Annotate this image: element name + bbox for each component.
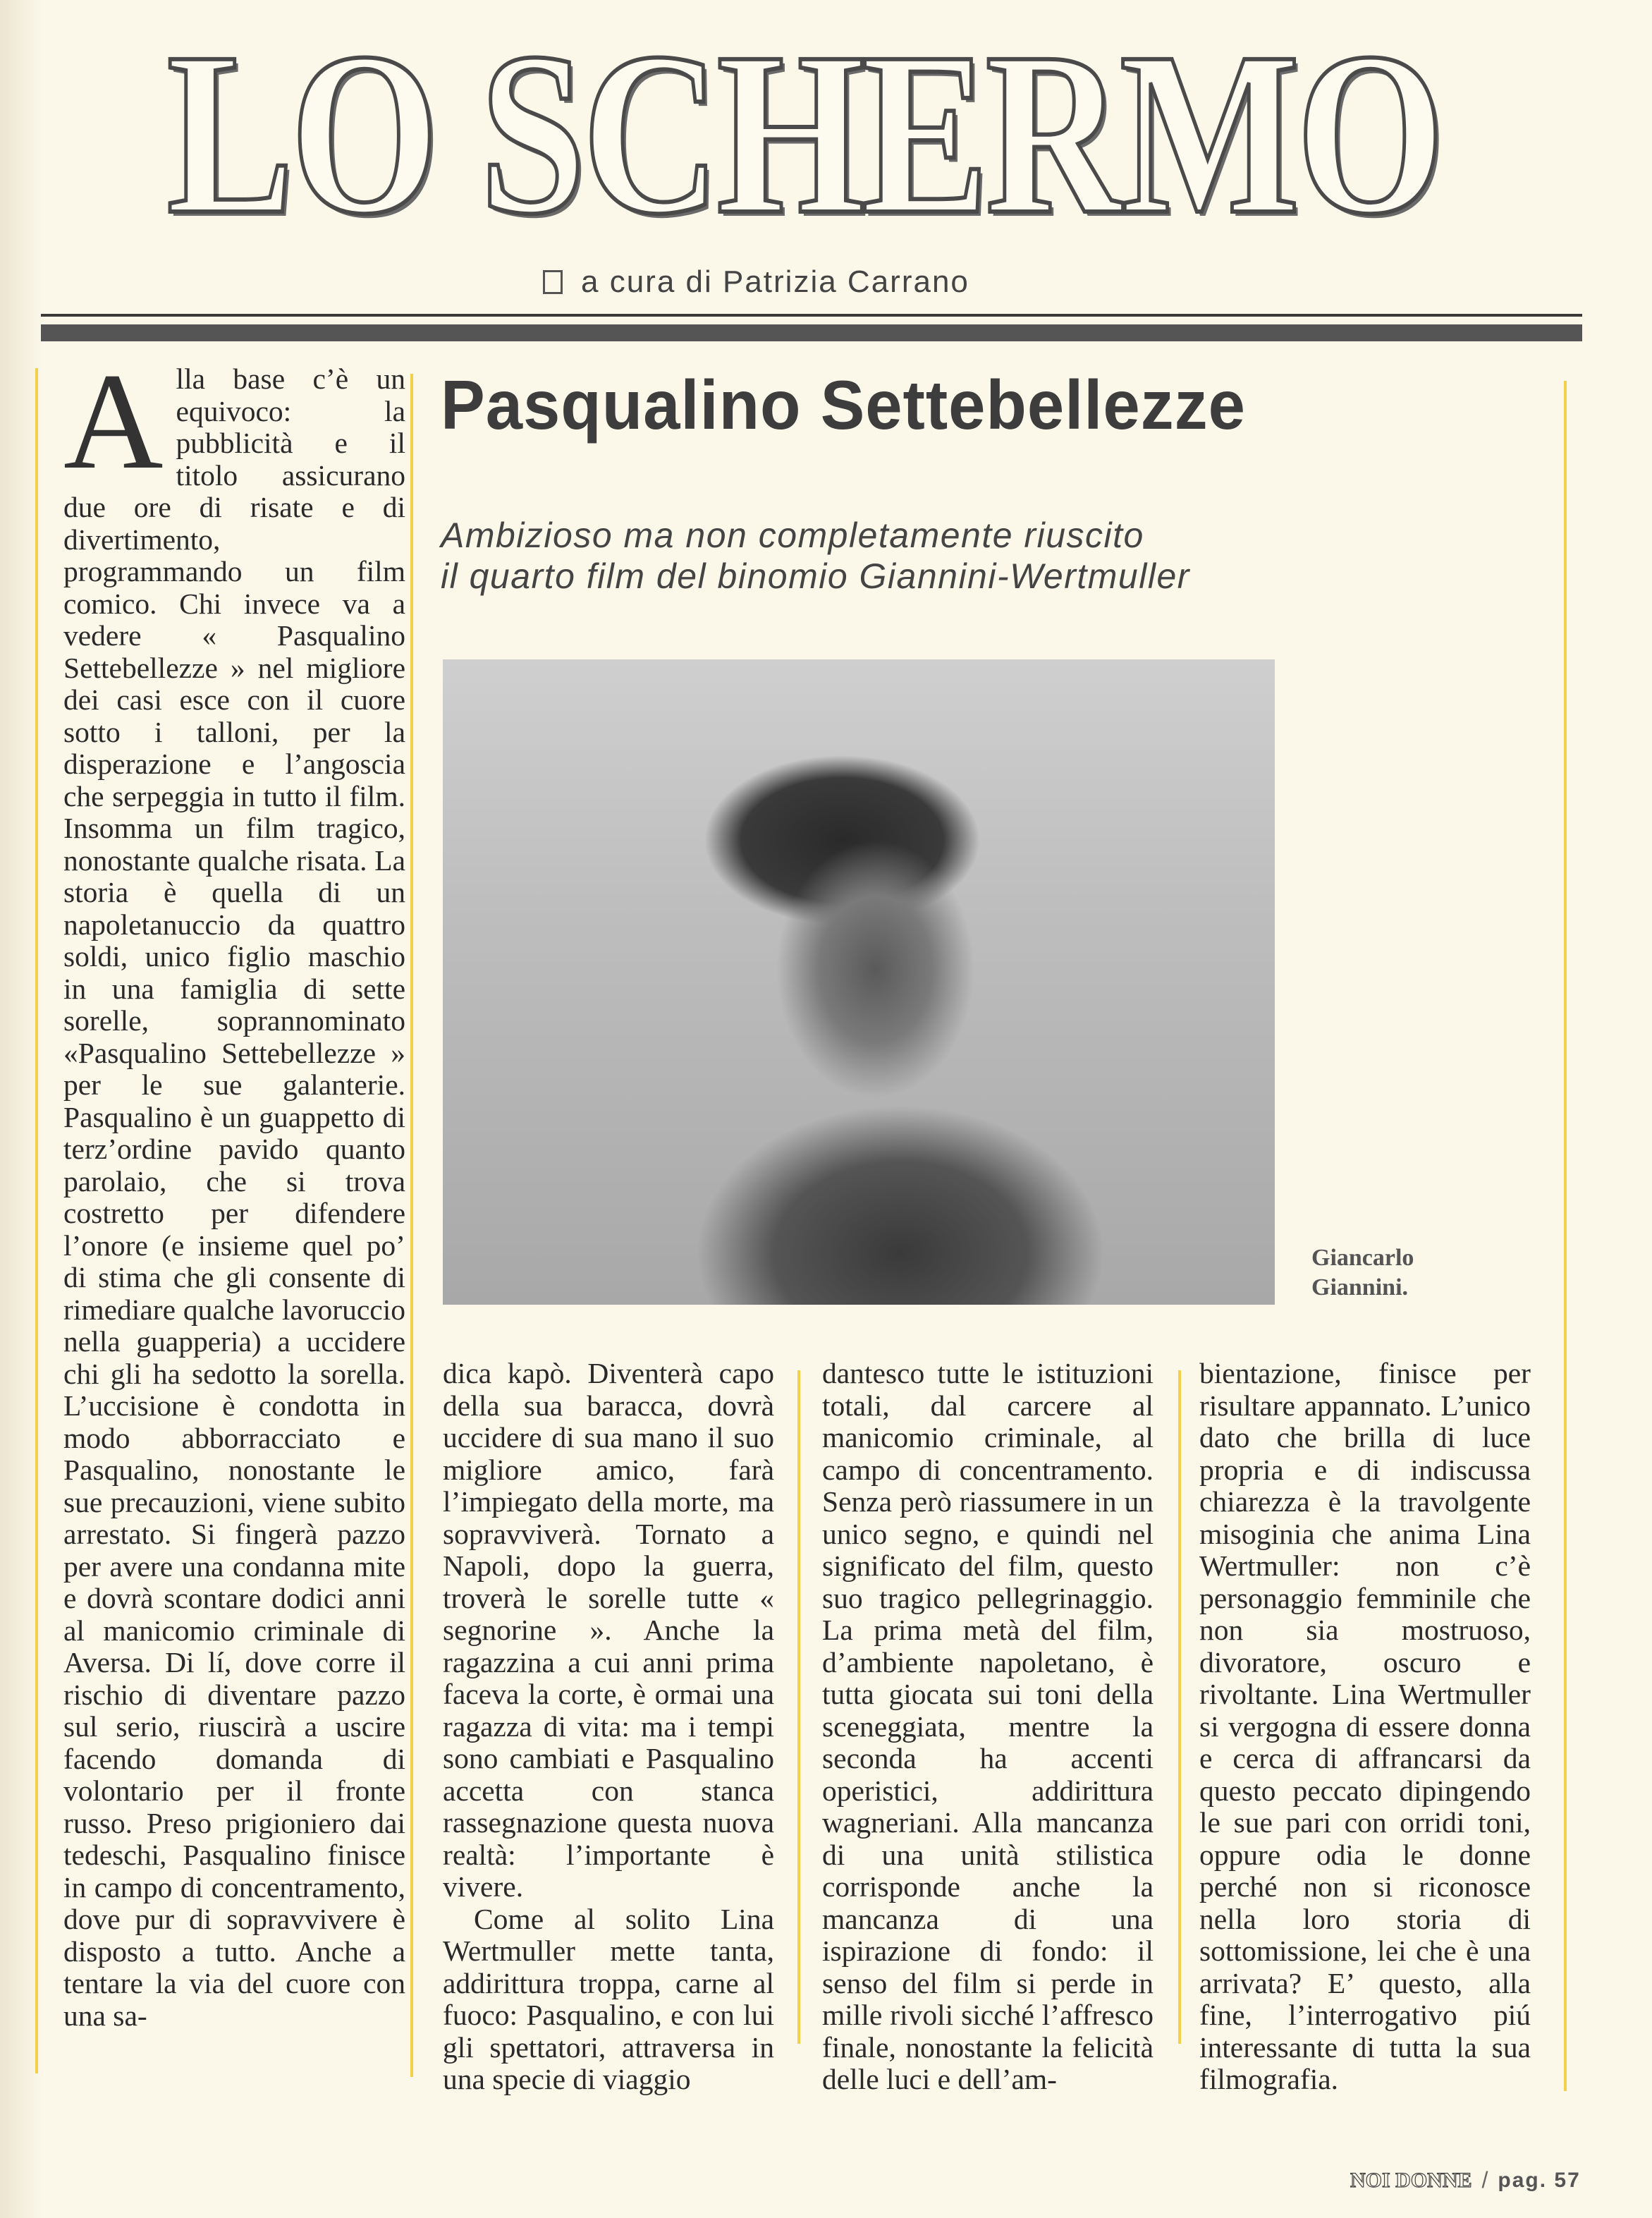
footer-separator: / [1481,2167,1488,2193]
section-title: LO SCHERMO [166,5,1441,262]
byline [543,264,969,300]
paragraph: bientazione, finisce per risultare appannato. L’unico dato che brilla di luce propria e di indiscussa chiarezza è la travolgente misoginia che anima Lina Wertmuller: non c’è personaggio femminile che non sia mostruoso, divoratore, oscuro e rivoltante. Lina Wertmuller si vergogna di essere donna e cerca di affrancarsi da questo peccato dipingendo le sue pari con orridi toni, oppure odia le donne perché non si riconosce nella loro storia di sottomissione, lei che è una arrivata? E’ questo, alla fine, l’interrogativo piú interessante di tutta la sua filmografia. [1199,1357,1531,2095]
hollow-square-icon [543,270,563,294]
header-rule-thin [41,314,1582,317]
page-footer [1350,2167,1581,2193]
paragraph: dantesco tutte le istituzioni totali, dal carcere al manicomio criminale, al campo di concentramento. Senza però riassumere in un unico segno, e quindi nel significato del film, questo suo tragico pellegrinaggio. La prima metà del film, d’ambiente napoletano, è tutta giocata sui toni della sceneggiata, mentre la seconda ha accenti operistici, addirittura wagneriani. Alla mancanza di una unità stilistica corrisponde anche la mancanza di una ispirazione di fondo: il senso del film si perde in mille rivoli sicché l’affresco finale, nonostante la felicità delle luci e dell’am- [822,1357,1154,2095]
article-column-4 [1199,1358,1531,2096]
article-column-2 [443,1358,774,2096]
caption-line-2: Giannini. [1311,1274,1409,1300]
header-rule-thick [41,324,1582,341]
article-column-3 [822,1358,1154,2096]
magazine-name: NOI DONNE [1350,2168,1472,2192]
section-masthead [166,5,1441,262]
subtitle-line-2: il quarto film del binomio Giannini-Wertmuller [441,556,1190,596]
column-rule-2-3 [797,1370,800,2044]
portrait-photo [443,659,1275,1305]
article-subtitle [441,515,1190,597]
column-rule-left-outer [35,368,38,2073]
column-rule-right [1564,381,1567,2091]
column-rule-left-inner [410,374,413,2077]
caption-line-1: Giancarlo [1311,1245,1414,1271]
subtitle-line-1: Ambizioso ma non completamente riuscito [441,516,1144,555]
paragraph: lla base c’è un equivoco: la pubblicità e il titolo assicurano due ore di risate e di divertimento, programmando un film comico. Chi invece va a vedere « Pasqualino Settebellezze » nel migliore dei casi esce con il cuore sotto i talloni, per la disperazione e l’angoscia che serpeggia in tutto il film. Insomma un film tragico, nonostante qualche risata. La storia è quella di un napoletanuccio da quattro soldi, unico figlio maschio in una famiglia di sette sorelle, soprannominato «Pasqualino Settebellezze » per le sue galanterie. Pasqualino è un guappetto di terz’ordine pavido quanto parolaio, che si trova costretto per difendere l’onore (e insieme quel po’ di stima che gli consente di rimediare qualche lavoruccio nella guapperia) a uccidere chi gli ha sedotto la sorella. L’uccisione è condotta in modo abborracciato e Pasqualino, nonostante le sue precauzioni, viene subito arrestato. Si fingerà pazzo per avere una condanna mite e dovrà scontare dodici anni al manicomio criminale di Aversa. Di lí, dove corre il rischio di diventare pazzo sul serio, riuscirà a uscire facendo domanda di volontario per il fronte russo. Preso prigioniero dai tedeschi, Pasqualino finisce in campo di concentramento, dove pur di sopravvivere è disposto a tutto. Anche a tentare la via del cuore con una sa- [63,362,405,2032]
photo-caption [1311,1243,1414,1303]
byline-text: a cura di Patrizia Carrano [581,264,969,299]
page-number: pag. 57 [1498,2168,1581,2192]
article-headline: Pasqualino Settebellezze [441,366,1246,444]
article-column-1 [63,345,405,2032]
drop-cap: A [63,345,164,498]
paragraph: dica kapò. Diventerà capo della sua baracca, dovrà uccidere di sua mano il suo migliore amico, farà l’impiegato della morte, ma sopravviverà. Tornato a Napoli, dopo la guerra, troverà le sorelle tutte « segnorine ». Anche la ragazzina a cui anni prima faceva la corte, è ormai una ragazza di vita: ma i tempi sono cambiati e Pasqualino accetta con stanca rassegnazione questa nuova realtà: l’importante è vivere. [443,1357,774,1903]
column-rule-3-4 [1178,1370,1181,2044]
paragraph: Come al solito Lina Wertmuller mette tanta, addirittura troppa, carne al fuoco: Pasqualino, e con lui gli spettatori, attraversa in una specie di viaggio [443,1902,774,2095]
